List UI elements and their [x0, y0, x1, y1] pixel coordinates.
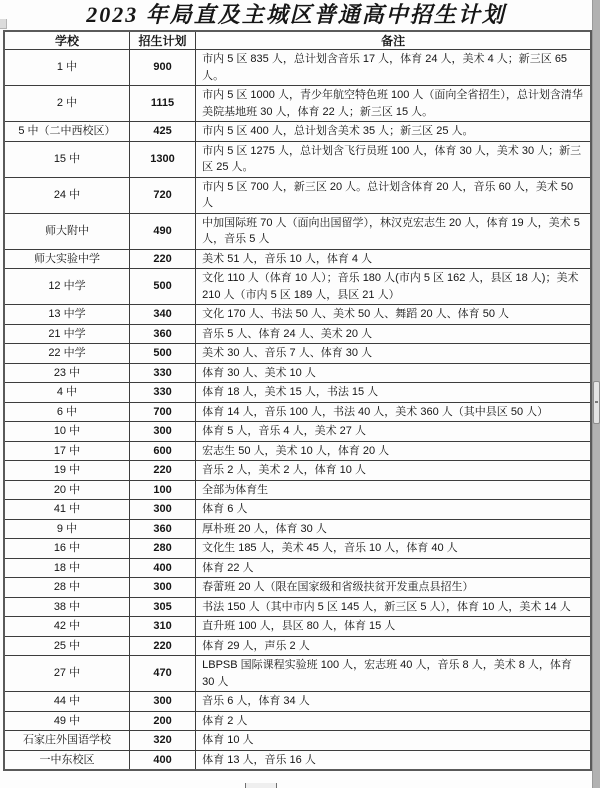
table-row [4, 597, 591, 617]
table-row [4, 539, 591, 559]
cell-remark: 体育 29 人，声乐 2 人 [196, 636, 591, 656]
cell-school: 12 中学 [4, 269, 129, 305]
cell-school: 21 中学 [4, 324, 129, 344]
table-row [4, 480, 591, 500]
table-row [4, 500, 591, 520]
cell-remark: 美术 51 人，音乐 10 人，体育 4 人 [196, 249, 591, 269]
cell-plan: 470 [129, 656, 195, 692]
table-row [4, 305, 591, 325]
cell-plan: 1115 [129, 86, 195, 122]
cell-plan: 400 [129, 558, 195, 578]
cell-remark: 体育 30 人、美术 10 人 [196, 363, 591, 383]
cell-school: 22 中学 [4, 344, 129, 364]
cell-plan: 330 [129, 383, 195, 403]
cell-plan: 300 [129, 692, 195, 712]
cell-plan: 500 [129, 269, 195, 305]
cell-school: 24 中 [4, 177, 129, 213]
enrollment-table-body [4, 50, 591, 771]
cell-plan: 720 [129, 177, 195, 213]
page-title: 2023 年局直及主城区普通高中招生计划 [86, 2, 506, 27]
cell-plan: 310 [129, 617, 195, 637]
cell-remark: 全部为体育生 [196, 480, 591, 500]
cell-school: 一中东校区 [4, 750, 129, 770]
cell-plan: 490 [129, 213, 195, 249]
table-row [4, 461, 591, 481]
table-row [4, 558, 591, 578]
cell-plan: 600 [129, 441, 195, 461]
header-remark: 备注 [196, 31, 591, 50]
table-row [4, 692, 591, 712]
table-row [4, 269, 591, 305]
enrollment-table [3, 30, 592, 771]
cell-school: 师大附中 [4, 213, 129, 249]
table-row [4, 656, 591, 692]
table-row [4, 177, 591, 213]
cell-school: 1 中 [4, 50, 129, 86]
cell-plan: 280 [129, 539, 195, 559]
cell-plan: 340 [129, 305, 195, 325]
table-row [4, 141, 591, 177]
table-row [4, 711, 591, 731]
cell-remark: 体育 22 人 [196, 558, 591, 578]
cell-school: 师大实验中学 [4, 249, 129, 269]
table-row [4, 617, 591, 637]
cell-school: 6 中 [4, 402, 129, 422]
cell-remark: 宏志生 50 人，美术 10 人，体育 20 人 [196, 441, 591, 461]
cell-school: 44 中 [4, 692, 129, 712]
scrollbar-thumb[interactable] [593, 381, 600, 424]
cell-school: 9 中 [4, 519, 129, 539]
next-page-table-fragment [245, 783, 277, 788]
header-plan: 招生计划 [129, 31, 195, 50]
table-row [4, 363, 591, 383]
cell-plan: 200 [129, 711, 195, 731]
cell-plan: 500 [129, 344, 195, 364]
cell-school: 19 中 [4, 461, 129, 481]
cell-remark: 体育 14 人，音乐 100 人，书法 40 人，美术 360 人（其中县区 50 人） [196, 402, 591, 422]
cell-remark: 文化 170 人、书法 50 人、美术 50 人、舞蹈 20 人、体育 50 人 [196, 305, 591, 325]
table-row [4, 122, 591, 142]
cell-remark: 音乐 6 人，体育 34 人 [196, 692, 591, 712]
table-row [4, 86, 591, 122]
cell-plan: 220 [129, 249, 195, 269]
cell-plan: 360 [129, 324, 195, 344]
cell-plan: 330 [129, 363, 195, 383]
cell-remark: 书法 150 人（其中市内 5 区 145 人，新三区 5 人），体育 10 人，美术 14 人 [196, 597, 591, 617]
cell-remark: 中加国际班 70 人（面向出国留学），林汉克宏志生 20 人，体育 19 人，美术 5 人，音乐 5 人 [196, 213, 591, 249]
cell-remark: 市内 5 区 835 人，总计划含音乐 17 人，体育 24 人，美术 4 人；新三区 65 人。 [196, 50, 591, 86]
table-row [4, 750, 591, 770]
cell-plan: 320 [129, 731, 195, 751]
cell-school: 27 中 [4, 656, 129, 692]
cell-school: 41 中 [4, 500, 129, 520]
vertical-scrollbar[interactable] [592, 0, 600, 788]
cell-remark: 音乐 2 人，美术 2 人，体育 10 人 [196, 461, 591, 481]
table-row [4, 50, 591, 86]
cell-remark: 市内 5 区 1000 人，青少年航空特色班 100 人（面向全省招生），总计划含清华美院基地班 30 人，体育 22 人；新三区 15 人。 [196, 86, 591, 122]
cell-remark: 直升班 100 人，县区 80 人，体育 15 人 [196, 617, 591, 637]
cell-school: 23 中 [4, 363, 129, 383]
cell-remark: LBPSB 国际课程实验班 100 人，宏志班 40 人，音乐 8 人，美术 8 人，体育 30 人 [196, 656, 591, 692]
cell-remark: 美术 30 人、音乐 7 人、体育 30 人 [196, 344, 591, 364]
cell-school: 25 中 [4, 636, 129, 656]
cell-school: 13 中学 [4, 305, 129, 325]
cell-school: 38 中 [4, 597, 129, 617]
cell-plan: 300 [129, 578, 195, 598]
cell-school: 2 中 [4, 86, 129, 122]
cell-plan: 1300 [129, 141, 195, 177]
cell-remark: 体育 5 人，音乐 4 人，美术 27 人 [196, 422, 591, 442]
table-row [4, 402, 591, 422]
table-row [4, 422, 591, 442]
cell-plan: 220 [129, 461, 195, 481]
cell-plan: 360 [129, 519, 195, 539]
cell-plan: 425 [129, 122, 195, 142]
table-row [4, 324, 591, 344]
cell-remark: 体育 10 人 [196, 731, 591, 751]
cell-remark: 体育 13 人，音乐 16 人 [196, 750, 591, 770]
table-row [4, 636, 591, 656]
cell-plan: 400 [129, 750, 195, 770]
cell-remark: 市内 5 区 1275 人，总计划含飞行员班 100 人，体育 30 人，美术 30 人；新三区 25 人。 [196, 141, 591, 177]
cell-plan: 900 [129, 50, 195, 86]
table-row [4, 441, 591, 461]
table-row [4, 383, 591, 403]
cell-school: 28 中 [4, 578, 129, 598]
cell-school: 20 中 [4, 480, 129, 500]
cell-school: 石家庄外国语学校 [4, 731, 129, 751]
table-row [4, 249, 591, 269]
cell-remark: 体育 6 人 [196, 500, 591, 520]
cell-remark: 市内 5 区 700 人，新三区 20 人。总计划含体育 20 人，音乐 60 人，美术 50 人 [196, 177, 591, 213]
header-school: 学校 [4, 31, 129, 50]
table-header [4, 31, 591, 50]
table-row [4, 731, 591, 751]
cell-remark: 春蕾班 20 人（限在国家级和省级扶贫开发重点县招生） [196, 578, 591, 598]
cell-school: 42 中 [4, 617, 129, 637]
cell-school: 18 中 [4, 558, 129, 578]
cell-plan: 305 [129, 597, 195, 617]
cell-plan: 300 [129, 500, 195, 520]
cell-school: 17 中 [4, 441, 129, 461]
table-row [4, 519, 591, 539]
cell-plan: 220 [129, 636, 195, 656]
cell-school: 16 中 [4, 539, 129, 559]
cell-remark: 市内 5 区 400 人，总计划含美术 35 人；新三区 25 人。 [196, 122, 591, 142]
cell-plan: 100 [129, 480, 195, 500]
table-row [4, 344, 591, 364]
cell-remark: 文化 110 人（体育 10 人）；音乐 180 人(市内 5 区 162 人，县区 18 人)；美术 210 人（市内 5 区 189 人，县区 21 人） [196, 269, 591, 305]
cell-school: 15 中 [4, 141, 129, 177]
cell-school: 5 中（二中西校区） [4, 122, 129, 142]
cell-plan: 300 [129, 422, 195, 442]
cell-school: 10 中 [4, 422, 129, 442]
cell-school: 49 中 [4, 711, 129, 731]
cell-remark: 体育 2 人 [196, 711, 591, 731]
table-row [4, 213, 591, 249]
header-row [4, 31, 591, 50]
table-row [4, 578, 591, 598]
cell-remark: 体育 18 人，美术 15 人，书法 15 人 [196, 383, 591, 403]
cell-remark: 文化生 185 人，美术 45 人，音乐 10 人，体育 40 人 [196, 539, 591, 559]
cell-remark: 音乐 5 人、体育 24 人、美术 20 人 [196, 324, 591, 344]
cell-remark: 厚朴班 20 人，体育 30 人 [196, 519, 591, 539]
cell-plan: 700 [129, 402, 195, 422]
cell-school: 4 中 [4, 383, 129, 403]
